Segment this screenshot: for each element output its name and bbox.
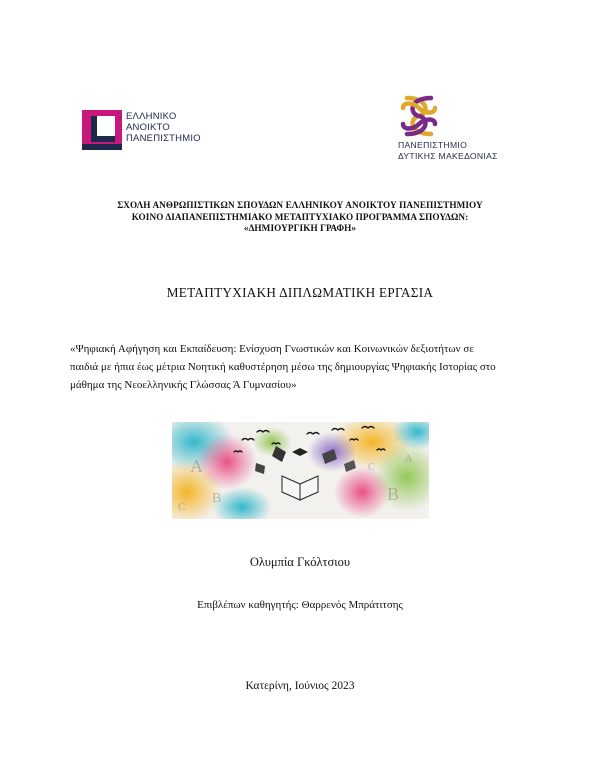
school-line-3: «ΔΗΜΙΟΥΡΓΙΚΗ ΓΡΑΦΗ» xyxy=(243,223,357,233)
hou-logo-line-1: ΕΛΛΗΝΙΚΟ xyxy=(126,111,177,122)
title-line-1: «Ψηφιακή Αφήγηση και Εκπαίδευση: Ενίσχυση Γνωστικών και Κοινωνικών δεξιοτήτων σε xyxy=(70,343,474,355)
thesis-type-heading: ΜΕΤΑΠΤΥΧΙΑΚΗ ΔΙΠΛΩΜΑΤΙΚΗ ΕΡΓΑΣΙΑ xyxy=(166,285,434,300)
school-header xyxy=(0,200,600,235)
supervisor-line: Επιβλέπων καθηγητής: Θαρρενός Μπράτιτσης xyxy=(197,599,403,611)
hou-logo-line-3: ΠΑΝΕΠΙΣΤΗΜΙΟ xyxy=(126,133,201,144)
place-date: Κατερίνη, Ιούνιος 2023 xyxy=(245,680,355,692)
school-line-1: ΣΧΟΛΗ ΑΝΘΡΩΠΙΣΤΙΚΩΝ ΣΠΟΥΔΩΝ ΕΛΛΗΝΙΚΟΥ ΑΝΟΙΚΤΟΥ ΠΑΝΕΠΙΣΤΗΜΙΟΥ xyxy=(117,200,483,210)
celtic-knot-icon xyxy=(399,94,439,138)
svg-text:A: A xyxy=(404,451,413,465)
hou-logo-mark-icon xyxy=(82,110,122,150)
title-line-3: μάθημα της Νεοελληνικής Γλώσσας Ά Γυμνασίου» xyxy=(70,379,297,391)
svg-text:C: C xyxy=(368,462,375,473)
svg-text:C: C xyxy=(178,501,186,513)
flying-books-illustration xyxy=(172,422,429,519)
university-western-macedonia-logo xyxy=(393,94,513,168)
uowm-logo-line-2: ΔΥΤΙΚΗΣ ΜΑΚΕΔΟΝΙΑΣ xyxy=(398,151,498,161)
svg-text:B: B xyxy=(212,491,222,506)
uowm-logo-line-1: ΠΑΝΕΠΙΣΤΗΜΙΟ xyxy=(398,140,468,150)
svg-text:A: A xyxy=(190,456,203,476)
thesis-title xyxy=(70,340,531,394)
hellenic-open-university-logo xyxy=(82,108,222,152)
school-line-2: ΚΟΙΝΟ ΔΙΑΠΑΝΕΠΙΣΤΗΜΙΑΚΟ ΜΕΤΑΠΤΥΧΙΑΚΟ ΠΡΟΓΡΑΜΜΑ ΣΠΟΥΔΩΝ: xyxy=(131,211,469,222)
uowm-logo-text xyxy=(398,140,498,162)
svg-text:B: B xyxy=(387,484,400,504)
title-line-2: παιδιά με ήπια έως μέτρια Νοητική καθυστέρηση μέσω της δημιουργίας Ψηφιακής Ιστορίας στο xyxy=(70,361,496,373)
author-name: Ολυμπία Γκόλτσιου xyxy=(249,555,351,569)
hou-logo-line-2: ΑΝΟΙΚΤΟ xyxy=(126,122,170,133)
hou-logo-text xyxy=(126,111,201,144)
